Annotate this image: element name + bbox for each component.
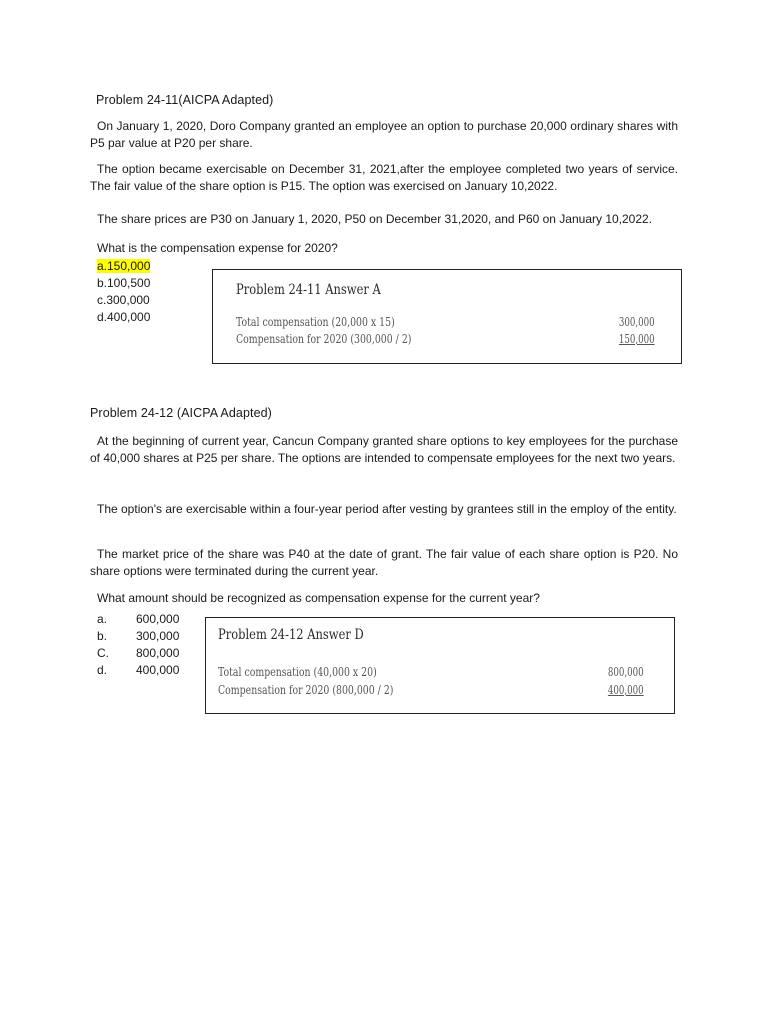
problem-24-12-title: Problem 24-12 (AICPA Adapted) [90, 406, 272, 420]
answer-line-2-label: Compensation for 2020 (300,000 / 2) [236, 332, 412, 346]
choice-c-letter: C. [97, 646, 109, 660]
choice-c: c.300,000 [97, 293, 150, 307]
problem-24-11-paragraph-2: The option became exercisable on December 31, 2021,after the employee completed two years of service. The fair value of the share option is P15. The option was exercised on January 10,2022. [90, 162, 678, 193]
choice-b-value: 300,000 [136, 629, 180, 643]
choice-d: d.400,000 [97, 310, 151, 324]
answer-line-2-value: 150,000 [619, 332, 655, 346]
answer-title: Problem 24-11 Answer A [236, 282, 381, 298]
choice-c [97, 645, 181, 662]
choice-b-letter: b. [97, 629, 108, 643]
problem-24-12-paragraph-1: At the beginning of current year, Cancun Company granted share options to key employees for the purchase of 40,000 shares at P25 per share. The options are intended to compensate employees for the next two years. [90, 434, 678, 465]
problem-24-12-question: What amount should be recognized as compensation expense for the current year? [97, 591, 540, 605]
choice-a-letter: a. [97, 612, 108, 626]
problem-24-11-title: Problem 24-11(AICPA Adapted) [96, 93, 274, 107]
problem-24-11-question: What is the compensation expense for 2020? [97, 241, 338, 255]
problem-24-12-answer-box [205, 617, 675, 714]
answer-line-1-label: Total compensation (40,000 x 20) [218, 665, 377, 679]
choice-d-value: 400,000 [136, 663, 180, 677]
choice-a-selected: a.150,000 [97, 259, 151, 273]
answer-line-1-value: 300,000 [619, 315, 655, 329]
choice-d-selected [97, 662, 181, 679]
answer-line-2-value: 400,000 [608, 683, 644, 697]
problem-24-11-choices [97, 258, 150, 326]
answer-line-1-label: Total compensation (20,000 x 15) [236, 315, 395, 329]
choice-c-value: 800,000 [136, 646, 180, 660]
choice-d-letter: d. [97, 663, 108, 677]
problem-24-12-paragraph-2: The option's are exercisable within a four-year period after vesting by grantees still in the employ of the entity. [97, 502, 677, 516]
problem-24-11-answer-box [212, 269, 682, 364]
choice-b: b.100,500 [97, 276, 151, 290]
problem-24-11-paragraph-3: The share prices are P30 on January 1, 2020, P50 on December 31,2020, and P60 on January 10,2022. [97, 212, 653, 226]
choice-a [97, 611, 181, 628]
answer-line-2-label: Compensation for 2020 (800,000 / 2) [218, 683, 394, 697]
answer-title: Problem 24-12 Answer D [218, 627, 364, 643]
problem-24-12-choices [97, 611, 181, 679]
choice-b [97, 628, 181, 645]
problem-24-11-paragraph-1: On January 1, 2020, Doro Company granted an employee an option to purchase 20,000 ordinary shares with P5 par value at P20 per share. [90, 119, 678, 150]
choice-a-value: 600,000 [136, 612, 180, 626]
answer-line-1-value: 800,000 [608, 665, 644, 679]
problem-24-12-paragraph-3: The market price of the share was P40 at the date of grant. The fair value of each share option is P20. No share options were terminated during the current year. [90, 547, 678, 578]
